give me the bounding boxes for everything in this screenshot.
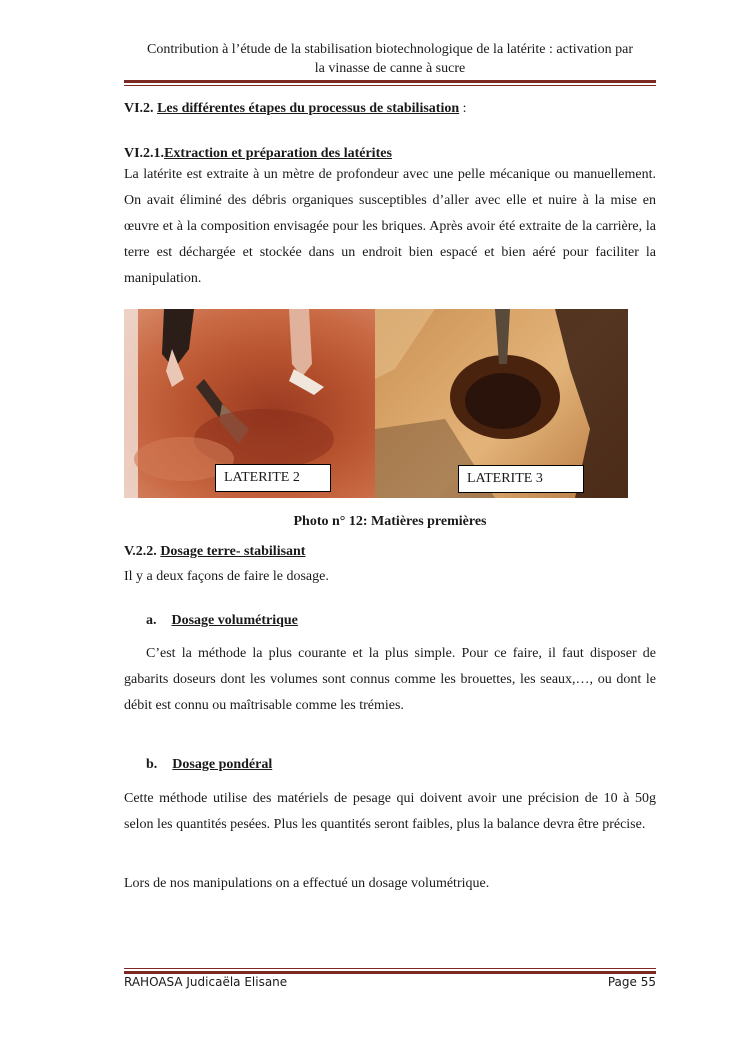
closing-sentence: Lors de nos manipulations on a effectué un dosage volumétrique. (124, 876, 490, 891)
header-title-line1: Contribution à l’étude de la stabilisation biotechnologique de la latérite : activation par (147, 42, 633, 57)
subsection1-number: VI.2.1. (124, 146, 165, 161)
laterite-3-label: LATERITE 3 (458, 465, 584, 493)
section-suffix: : (459, 101, 467, 116)
subsection1-heading (124, 146, 656, 162)
item-a-marker: a. (146, 613, 157, 628)
section-title: Les différentes étapes du processus de stabilisation (157, 101, 460, 116)
item-b-heading (146, 757, 546, 773)
laterite-2-label: LATERITE 2 (215, 464, 331, 492)
subsection1-title: Extraction et préparation des latérites (164, 146, 392, 161)
running-header (124, 40, 656, 78)
item-a-heading (146, 613, 546, 629)
subsection1-paragraph: La latérite est extraite à un mètre de profondeur avec une pelle mécanique ou manuellement. On avait éliminé des débris organiques susceptibles d’aller avec elle et nuire à la mise en œuvre et à la composition envisagée pour les briques. Après avoir été extraite de la carrière, la terre est déchargée et stockée dans un endroit bien espacé et bien aéré pour faciliter la manipulation. (124, 167, 656, 286)
photo-caption: Photo n° 12: Matières premières (293, 514, 487, 529)
footer-author: RAHOASA Judicaëla Elisane (124, 975, 288, 989)
item-b-title: Dosage pondéral (172, 757, 273, 772)
header-title-line2: la vinasse de canne à sucre (314, 61, 466, 76)
section-number: VI.2. (124, 101, 154, 116)
item-a-title: Dosage volumétrique (171, 613, 298, 628)
subsection2-intro: Il y a deux façons de faire le dosage. (124, 569, 329, 584)
header-rule-thin (124, 85, 656, 86)
photo-figure (124, 309, 628, 498)
subsection2-title: Dosage terre- stabilisant (160, 544, 306, 559)
subsection2-number: V.2.2. (124, 544, 157, 559)
item-a-paragraph: C’est la méthode la plus courante et la plus simple. Pour ce faire, il faut disposer de gabarits doseurs dont les volumes sont connus comme les brouettes, les seaux,…, ou dont le débit est connu ou maîtrisable comme les trémies. (124, 646, 656, 713)
header-rule-thick (124, 80, 656, 83)
item-b-marker: b. (146, 757, 158, 772)
footer-rule-thin (124, 968, 656, 969)
footer-page-number: Page 55 (607, 975, 656, 989)
subsection2-heading (124, 544, 656, 560)
section-heading (124, 101, 656, 117)
footer-rule-thick (124, 971, 656, 974)
item-b-paragraph: Cette méthode utilise des matériels de pesage qui doivent avoir une précision de 10 à 50g selon les quantités pesées. Plus les quantités seront faibles, plus la balance devra être précise. (124, 791, 656, 832)
